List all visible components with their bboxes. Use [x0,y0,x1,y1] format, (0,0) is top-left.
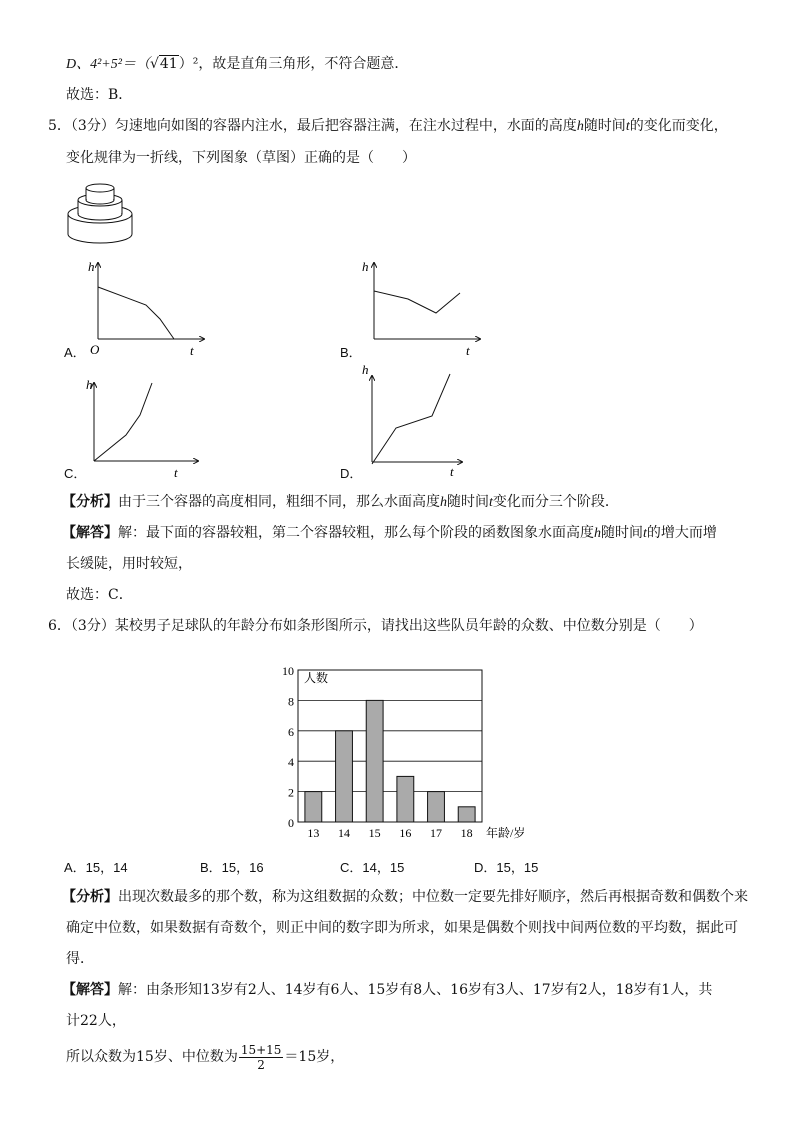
bar [428,792,445,822]
q5-solution-pre: 解：最下面的容器较粗，第二个容器较粗，那么每个阶段的函数图象水面高度 [118,525,594,541]
q5-analysis-h: h [440,495,447,510]
q5-var-t: t [625,119,630,134]
graph-a-origin: O [90,342,100,357]
q5-analysis-post: 变化而分三个阶段． [492,494,619,510]
q6-analysis-line1 [62,887,748,907]
bar [366,700,383,822]
x-tick-label: 18 [460,826,473,840]
bar [336,731,353,822]
q6-option-c[interactable]: C．14，15 [340,860,405,875]
x-tick-label: 13 [307,826,320,840]
graph-b[interactable] [358,255,488,360]
graph-b-ylabel: h [362,259,369,274]
bar [397,776,414,822]
graph-b-option-label: B． [340,345,362,360]
plot-frame [298,670,482,822]
q5-answer: 故选：C． [66,587,133,603]
q5-analysis [62,492,619,513]
option-d-prefix: D、4²+5²＝（ [66,57,150,72]
q5-var-h: h [576,119,584,134]
median-fraction [239,1043,284,1072]
bar [458,807,475,822]
q5-solution-line1 [62,523,717,544]
container-figure [64,180,136,246]
q5-analysis-t: t [489,495,493,510]
graph-d-xlabel: t [450,464,454,477]
q6-option-b[interactable]: B．15，16 [200,860,264,875]
q5-solution-h: h [594,526,601,541]
q6-analysis-line3: 得． [66,951,94,967]
q6-stem: 6．（3分）某校男子足球队的年龄分布如条形图所示，请找出这些队员年龄的众数、中位数分别是（ ） [48,618,703,634]
graph-c-xlabel: t [174,465,178,480]
x-axis-label: 年龄/岁 [486,826,526,840]
fraction-denominator: 2 [257,1057,265,1072]
q6-analysis-line2: 确定中位数，如果数据有奇数个，则正中间的数字即为所求，如果是偶数个则找中间两位数的平均数，据此可 [66,920,738,936]
fraction-numerator: 15+15 [240,1042,282,1057]
graph-c[interactable] [78,375,208,480]
graph-d-curve [372,374,450,464]
q4-option-d-line [66,54,408,75]
q5-stem-pre: 5．（3分）匀速地向如图的容器内注水，最后把容器注满，在注水过程中，水面的高度 [48,118,577,134]
q4-answer: 故选：B． [66,87,133,103]
graph-a-curve [98,287,174,339]
x-tick-label: 17 [430,826,442,840]
q6-analysis-tag: 【分析】 [62,889,118,905]
q5-solution-post: 的增大而增 [646,525,717,541]
q5-solution-tag: 【解答】 [62,525,118,541]
y-tick-label: 4 [288,755,294,770]
graph-b-xlabel: t [466,343,470,358]
y-tick-label: 6 [288,724,294,739]
q5-solution-t: t [643,526,647,541]
graph-c-curve [94,383,152,461]
q5-analysis-pre: 由于三个容器的高度相同，粗细不同，那么水面高度 [118,494,440,510]
sqrt-radicand: 41 [159,56,178,72]
y-tick-label: 2 [288,785,294,800]
graph-b-curve [374,291,460,313]
y-tick-label: 0 [288,816,294,830]
option-d-suffix: ）²，故是直角三角形，不符合题意． [178,56,409,72]
q6-analysis-text1: 出现次数最多的那个数，称为这组数据的众数；中位数一定要先排好顺序，然后再根据奇数和偶数个来 [118,889,748,905]
q6-solution-tag: 【解答】 [62,982,118,998]
q5-stem-mid: 随时间 [583,118,626,134]
graph-c-ylabel: h [86,377,93,392]
graph-d-ylabel: h [362,362,369,377]
graph-a-ylabel: h [88,259,95,274]
q5-stem-line2: 变化规律为一折线，下列图象（草图）正确的是（ ） [66,150,416,166]
age-bar-chart [276,646,546,846]
q5-analysis-mid: 随时间 [447,494,489,510]
q6-solution-line2: 计22人， [66,1013,126,1029]
graph-d[interactable] [356,362,486,477]
q5-stem-post: 的变化而变化， [629,118,728,134]
x-tick-label: 16 [399,826,412,840]
x-tick-label: 14 [338,826,350,840]
graph-c-option-label: C． [64,466,87,481]
graph-a-xlabel: t [190,343,194,358]
q6-solution-post: ＝15岁， [284,1049,345,1065]
x-tick-label: 15 [368,826,381,840]
q6-solution-line1 [62,980,712,1000]
q5-solution-line2: 长缓陡，用时较短， [66,556,192,572]
y-tick-label: 8 [288,694,294,709]
y-tick-label: 10 [282,664,294,678]
y-axis-label: 人数 [304,671,329,685]
q6-option-a[interactable]: A．15，14 [64,860,128,875]
graph-a-option-label: A． [64,345,86,360]
q5-analysis-tag: 【分析】 [62,494,118,510]
bar [305,792,322,822]
q6-solution-line3 [66,1040,344,1074]
q6-solution-pre: 所以众数为15岁、中位数为 [66,1049,238,1065]
q5-solution-mid: 随时间 [601,525,643,541]
graph-a[interactable] [82,255,212,360]
q6-solution-text1: 解：由条形知13岁有2人、14岁有6人、15岁有8人、16岁有3人、17岁有2人，18岁有1人，共 [118,982,713,998]
sqrt-sign: √ [149,56,159,72]
q6-option-d[interactable]: D．15，15 [474,860,539,875]
q5-stem-line1 [48,116,728,137]
graph-d-option-label: D． [340,466,363,481]
